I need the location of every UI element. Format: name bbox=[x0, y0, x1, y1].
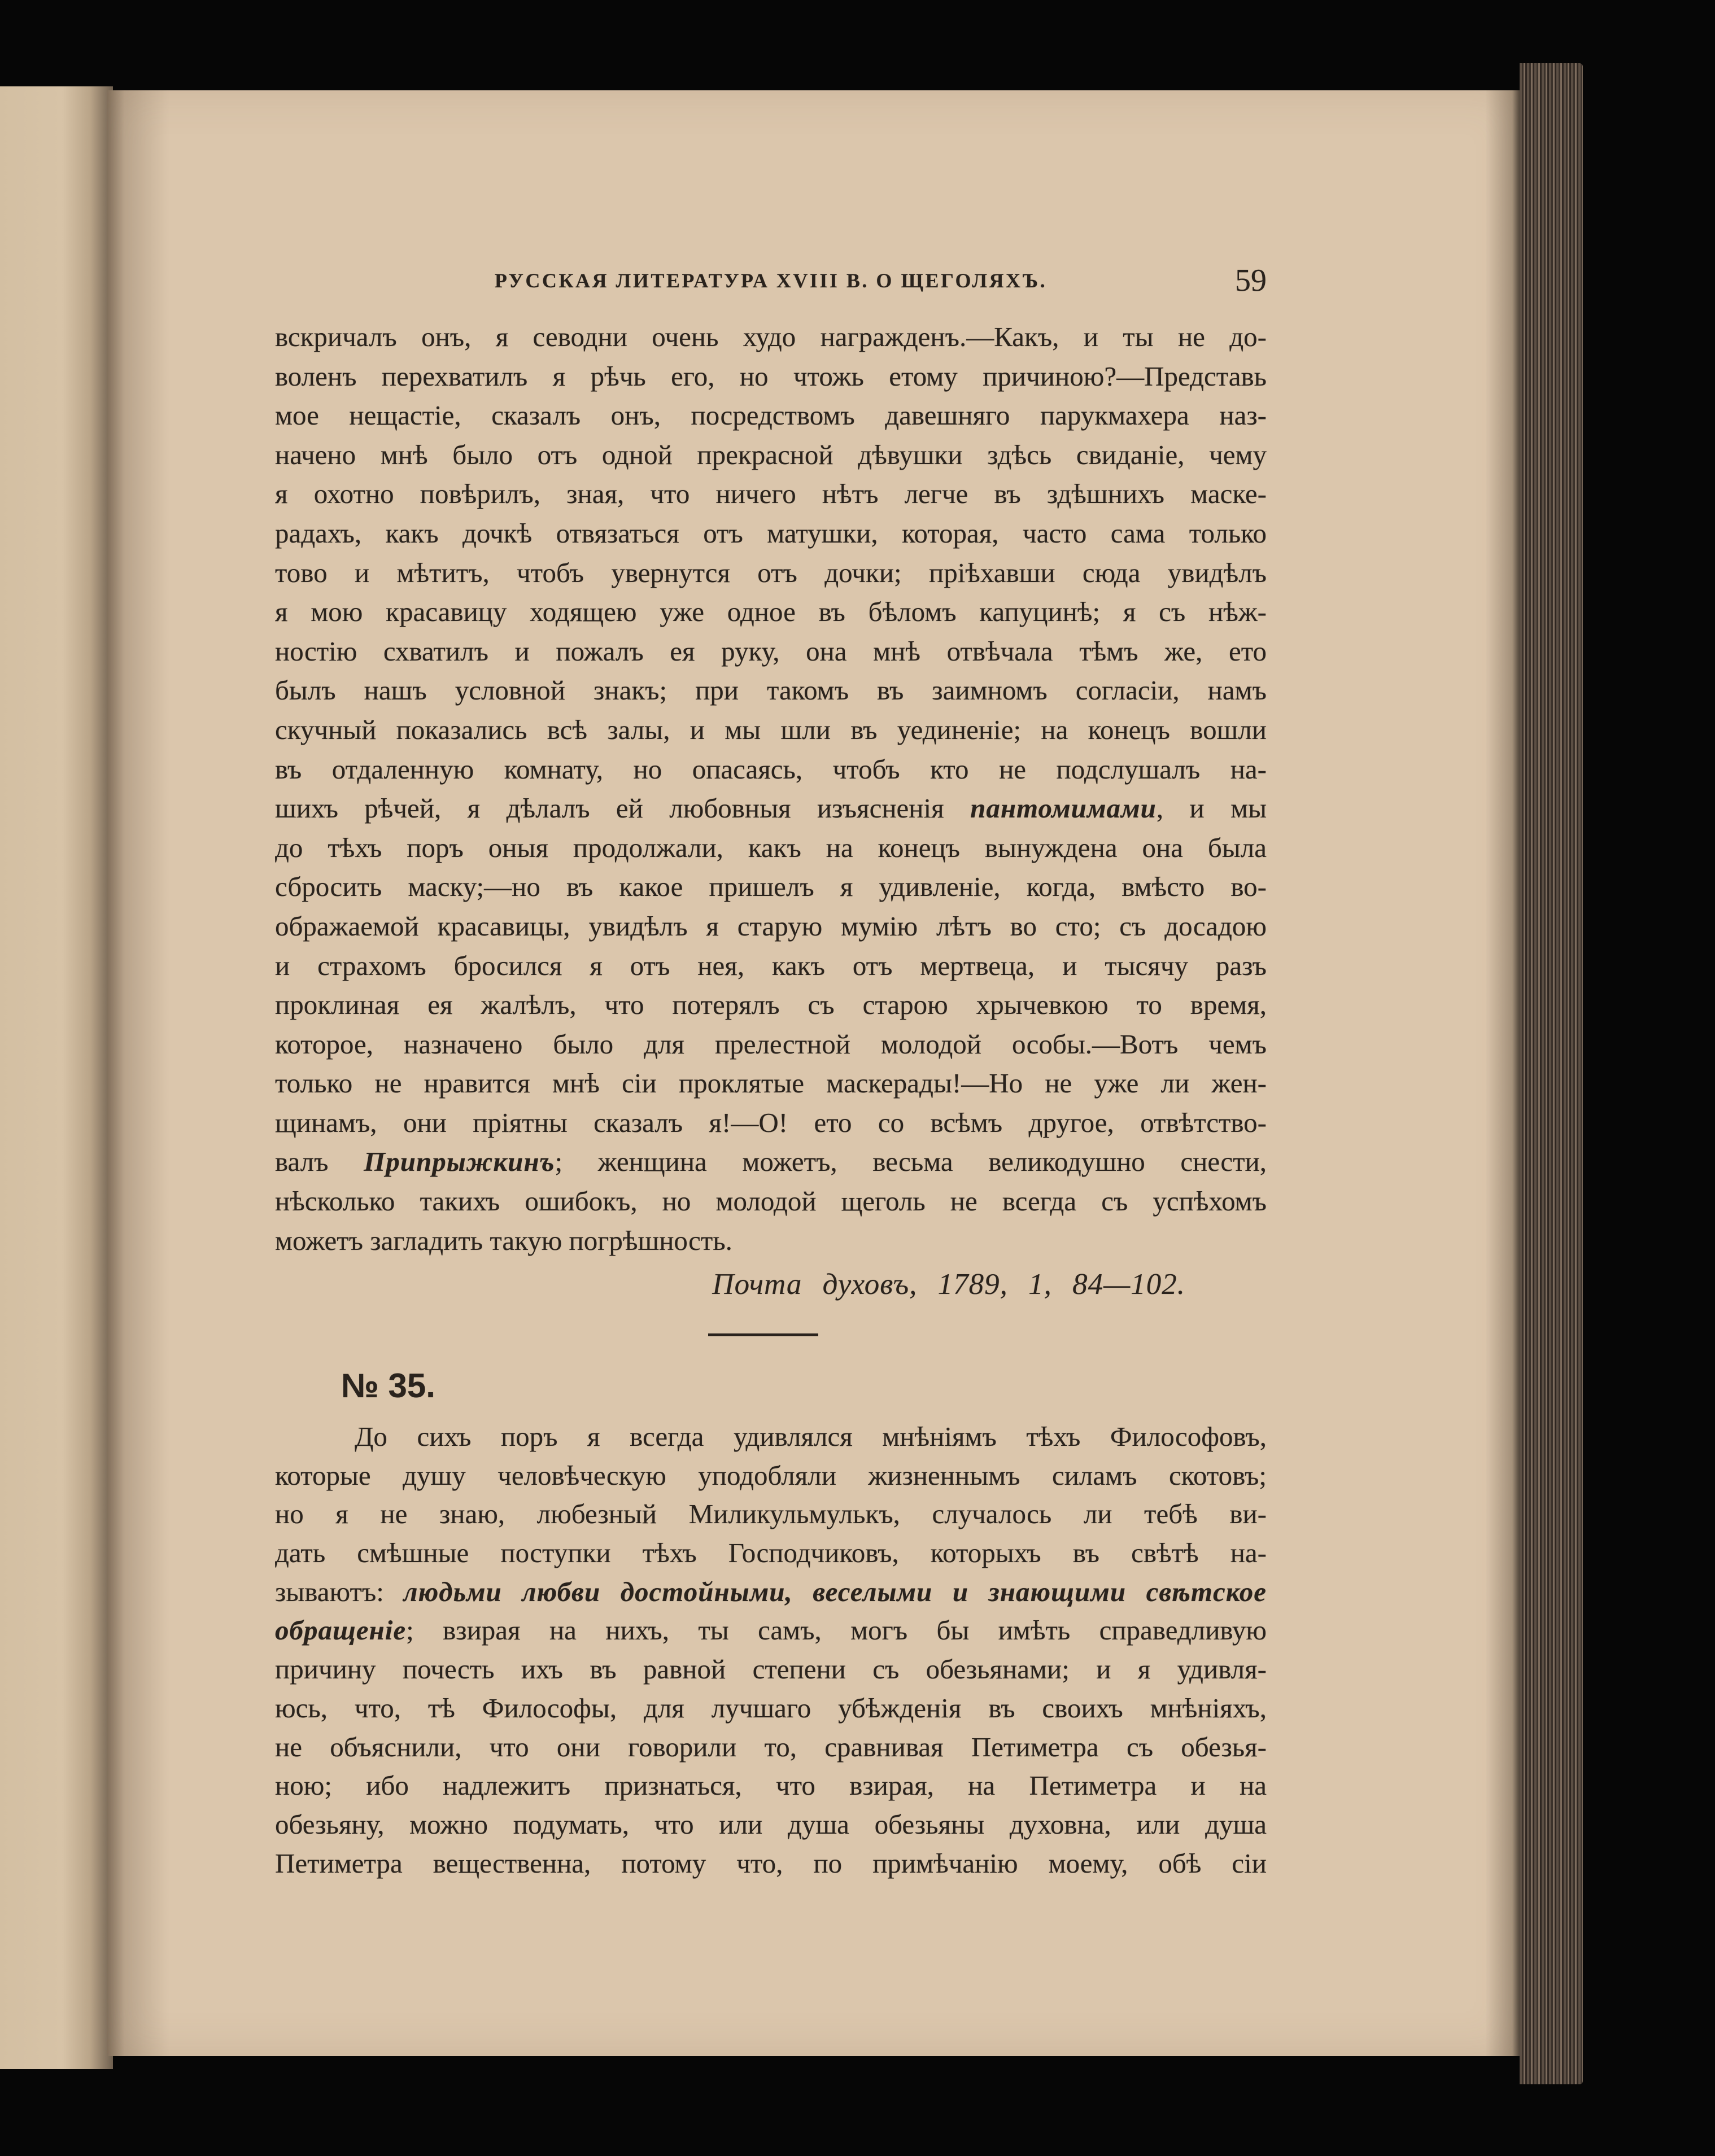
text-line: можетъ загладить такую погрѣшность. bbox=[275, 1224, 732, 1256]
text-line: До сихъ поръ я всегда удивлялся мнѣніямъ тѣхъ Философовъ, bbox=[355, 1421, 1267, 1452]
text-run: зываютъ: bbox=[275, 1576, 404, 1607]
emphasized-text: обращеніе bbox=[275, 1615, 407, 1646]
text-line: въ отдаленную комнату, но опасаясь, чтобъ кто не подслушалъ на- bbox=[275, 753, 1267, 785]
text-line: начено мнѣ было отъ одной прекрасной дѣвушки здѣсь свиданіе, чему bbox=[275, 439, 1267, 470]
running-head-title: РУССКАЯ ЛИТЕРАТУРА XVIII В. О ЩЕГОЛЯХЪ. bbox=[494, 269, 1048, 292]
text-line: и страхомъ бросился я отъ нея, какъ отъ мертвеца, и тысячу разъ bbox=[275, 950, 1267, 981]
text-line: тово и мѣтитъ, чтобъ увернутся отъ дочки; пріѣхавши сюда увидѣлъ bbox=[275, 557, 1267, 588]
emphasized-text: Припрыжкинъ bbox=[364, 1146, 555, 1178]
text-line: воленъ перехватилъ я рѣчь его, но чтожь етому причиною?—Представь bbox=[275, 360, 1267, 392]
text-line: ностію схватилъ и пожалъ ея руку, она мнѣ отвѣчала тѣмъ же, ето bbox=[275, 635, 1267, 667]
continued-passage bbox=[275, 317, 1267, 1260]
text-line: причину почесть ихъ въ равной степени съ обезьянами; и я удивля- bbox=[275, 1654, 1267, 1685]
text-line bbox=[275, 1142, 1267, 1182]
text-run: ; взирая на нихъ, ты самъ, могъ бы имѣть справедливую bbox=[406, 1615, 1267, 1646]
text-run: валъ bbox=[275, 1146, 364, 1178]
text-line: которые душу человѣческую уподобляли жизненнымъ силамъ скотовъ; bbox=[275, 1459, 1267, 1491]
text-line: юсь, что, тѣ Философы, для лучшаго убѣжденія въ своихъ мнѣніяхъ, bbox=[275, 1692, 1267, 1724]
text-run: , и мы bbox=[1156, 793, 1267, 824]
text-line bbox=[275, 1611, 1267, 1650]
text-run: ; женщина можетъ, весьма великодушно снести, bbox=[555, 1146, 1267, 1178]
text-line: которое, назначено было для прелестной молодой особы.—Вотъ чемъ bbox=[275, 1028, 1267, 1060]
page-number: 59 bbox=[1235, 263, 1267, 298]
running-head bbox=[275, 264, 1267, 298]
entry-number: № 35. bbox=[341, 1367, 435, 1405]
text-line: Петиметра вещественна, потому что, по примѣчанію моему, обѣ сіи bbox=[275, 1847, 1267, 1879]
text-line: только не нравится мнѣ сіи проклятые маскерады!—Но не уже ли жен- bbox=[275, 1068, 1267, 1099]
text-line: я охотно повѣрилъ, зная, что ничего нѣтъ легче въ здѣшнихъ маске- bbox=[275, 478, 1267, 510]
text-line: ною; ибо надлежитъ признаться, что взирая, на Петиметра и на bbox=[275, 1770, 1267, 1801]
emphasized-text: людьми любви достойными, веселыми и знающими свѣтское bbox=[403, 1576, 1267, 1607]
text-line: мое нещастіе, сказалъ онъ, посредствомъ давешняго парукмахера наз- bbox=[275, 400, 1267, 431]
text-line: ображаемой красавицы, увидѣлъ я старую мумію лѣтъ во сто; съ досадою bbox=[275, 910, 1267, 942]
text-run: шихъ рѣчей, я дѣлалъ ей любовныя изъясненія bbox=[275, 793, 971, 824]
text-line: не объяснили, что они говорили то, сравнивая Петиметра съ обезья- bbox=[275, 1731, 1267, 1763]
text-line: нѣсколько такихъ ошибокъ, но молодой щеголь не всегда съ успѣхомъ bbox=[275, 1186, 1267, 1217]
text-line: до тѣхъ поръ оныя продолжали, какъ на конецъ вынуждена она была bbox=[275, 832, 1267, 863]
emphasized-text: пантомимами bbox=[970, 793, 1157, 824]
text-line: проклиная ея жалѣлъ, что потерялъ съ старою хрычевкою то время, bbox=[275, 989, 1267, 1021]
text-line: вскричалъ онъ, я севодни очень худо награжденъ.—Какъ, и ты не до- bbox=[275, 321, 1267, 352]
text-line: обезьяну, можно подумать, что или душа обезьяны духовна, или душа bbox=[275, 1808, 1267, 1840]
text-line: но я не знаю, любезный Миликульмулькъ, случалось ли тебѣ ви- bbox=[275, 1498, 1267, 1530]
previous-page-edge bbox=[0, 86, 113, 2069]
text-line: щинамъ, они пріятны сказалъ я!—О! ето со всѣмъ другое, отвѣтство- bbox=[275, 1107, 1267, 1138]
text-line: скучный показались всѣ залы, и мы шли въ уединеніе; на конецъ вошли bbox=[275, 714, 1267, 745]
source-citation: Почта духовъ, 1789, 1, 84—102. bbox=[712, 1268, 1185, 1301]
text-line: дать смѣшные поступки тѣхъ Господчиковъ, которыхъ въ свѣтѣ на- bbox=[275, 1537, 1267, 1569]
text-line: я мою красавицу ходящею уже одное въ бѣломъ капуцинѣ; я съ нѣж- bbox=[275, 596, 1267, 628]
text-line bbox=[275, 1573, 1267, 1612]
entry-text bbox=[275, 1418, 1267, 1883]
section-divider bbox=[708, 1333, 818, 1336]
text-line bbox=[275, 789, 1267, 828]
text-line: сбросить маску;—но въ какое пришелъ я удивленіе, когда, вмѣсто во- bbox=[275, 871, 1267, 903]
text-line: былъ нашъ условной знакъ; при такомъ въ заимномъ согласіи, намъ bbox=[275, 675, 1267, 706]
page-stack-edge bbox=[1520, 63, 1583, 2084]
text-line: радахъ, какъ дочкѣ отвязаться отъ матушки, которая, часто сама только bbox=[275, 517, 1267, 549]
